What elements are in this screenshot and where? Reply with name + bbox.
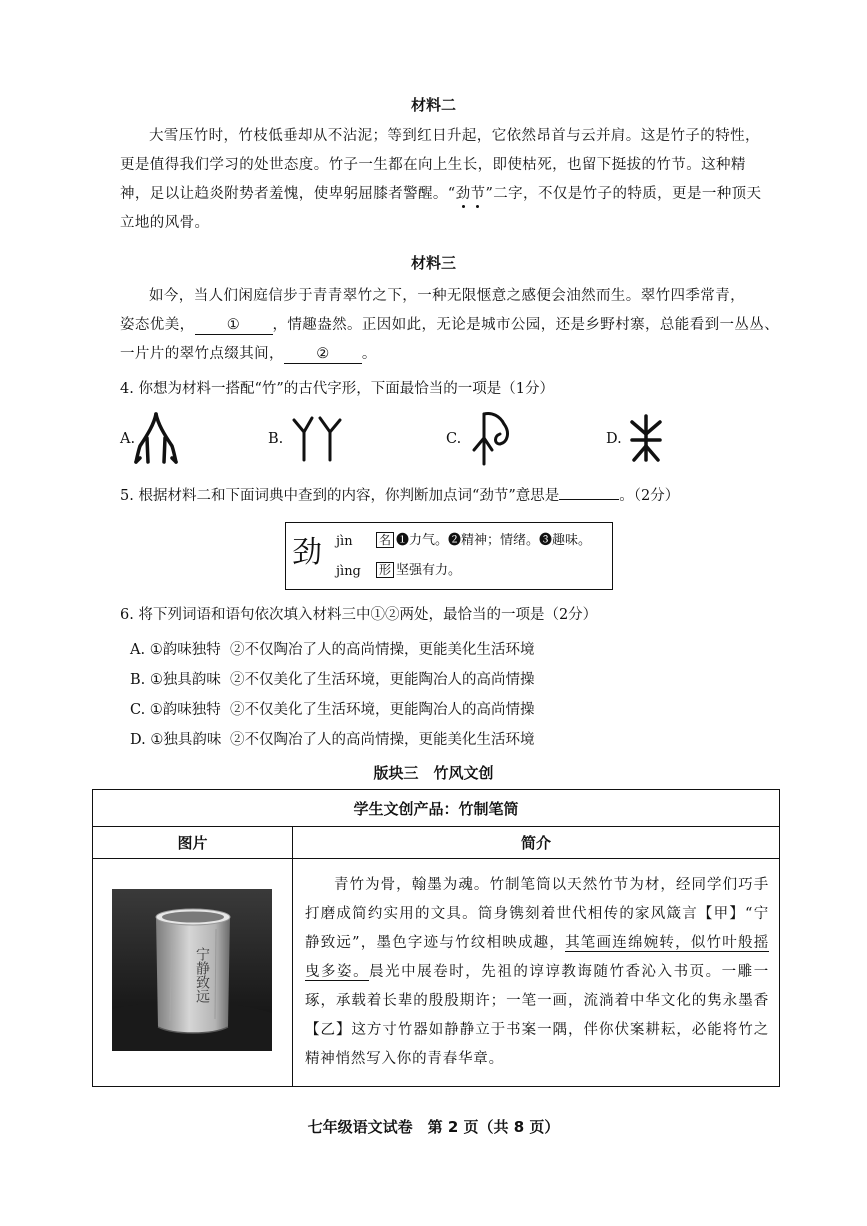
material2-line3: 神，足以让趋炎附势者羞愧，使卑躬屈膝者警醒。“劲节”二字，不仅是竹子的特质，更是一种顶天: [120, 186, 762, 202]
material2-text: [120, 122, 800, 238]
material3-text: [120, 282, 800, 369]
ancient-bamboo-glyph-a: [134, 410, 180, 468]
dictionary-pinyin-1: jìn: [336, 534, 353, 549]
question-6: 6. 将下列词语和语句依次填入材料三中①②两处，最恰当的一项是（2分）: [120, 607, 598, 623]
material2-line4: 立地的风骨。: [120, 215, 210, 231]
question-5: 5. 根据材料二和下面词典中查到的内容，你判断加点词“劲节”意思是 。（2分）: [120, 488, 680, 504]
dictionary-entry: [285, 522, 613, 590]
pos-tag-noun: 名: [376, 532, 394, 548]
ancient-bamboo-glyph-d: [626, 412, 666, 464]
bamboo-pen-holder-photo: [112, 889, 272, 1051]
dictionary-headword: 劲: [292, 535, 322, 570]
q6-option-a: A. ①韵味独特 ②不仅陶冶了人的高尚情操，更能美化生活环境: [130, 642, 535, 658]
q6-option-c: C. ①韵味独特 ②不仅美化了生活环境，更能陶冶人的高尚情操: [130, 702, 535, 718]
material2-line1: 大雪压竹时，竹枝低垂却从不沾泥；等到红日升起，它依然昂首与云并肩。这是竹子的特性，: [149, 128, 760, 144]
product-intro-cell: [293, 859, 780, 1087]
pen-holder-engraving: 宁静致远: [194, 947, 210, 1003]
product-intro-text: 青竹为骨，翰墨为魂。竹制笔筒以天然竹节为材，经同学们巧手打磨成简约实用的文具。筒身镌刻着世代相传的家风箴言【甲】“宁静致远”，墨色字迹与竹纹相映成趣，其笔画连绵婉转，似竹叶般摇曳多姿。晨光中展卷时，先祖的谆谆教诲随竹香沁入书页。一雕一琢，承载着长辈的殷殷期许；一笔一画，流淌着中华文化的隽永墨香【乙】这方寸竹器如静静立于书案一隅，伴你伏案耕耘，必能将竹之精神悄然写入你的青春华章。: [305, 877, 770, 1067]
pos-tag-adjective: 形: [376, 562, 394, 578]
material3-line2: 姿态优美， ① ，情趣盎然。正因如此，无论是城市公园，还是乡野村寨，总能看到一丛丛、: [120, 317, 780, 333]
material3-line1: 如今，当人们闲庭信步于青青翠竹之下，一种无限惬意之感便会油然而生。翠竹四季常青，: [149, 288, 745, 304]
dictionary-sense-2: 形 坚强有力。: [376, 562, 461, 580]
product-table-title: 学生文创产品：竹制笔筒: [93, 790, 780, 827]
column-header-image: 图片: [93, 827, 293, 859]
material3-title: 材料三: [410, 254, 456, 272]
ancient-bamboo-glyph-b: [290, 414, 344, 464]
page-footer: 七年级语文试卷 第 2 页（共 8 页）: [307, 1118, 560, 1136]
dictionary-sense-1: 名 ❶力气。❷精神；情绪。❸趣味。: [376, 532, 591, 550]
product-image-cell: [93, 859, 293, 1087]
blank-1: ①: [195, 316, 273, 335]
q4-option-d-label: D.: [606, 431, 622, 447]
q6-option-d: D. ①独具韵味 ②不仅陶冶了人的高尚情操，更能美化生活环境: [130, 732, 535, 748]
question-4: 4. 你想为材料一搭配“竹”的古代字形，下面最恰当的一项是（1分）: [120, 381, 554, 397]
q6-option-b: B. ①独具韵味 ②不仅美化了生活环境，更能陶冶人的高尚情操: [130, 672, 535, 688]
underlined-sentence: 其笔画连绵婉转，似竹叶般摇曳多姿。: [305, 935, 769, 980]
column-header-intro: 简介: [293, 827, 780, 859]
dictionary-pinyin-2: jìng: [336, 564, 361, 579]
material3-line3: 一片片的翠竹点缀其间， ② 。: [120, 346, 377, 362]
q5-answer-blank[interactable]: [559, 499, 619, 500]
product-table: [92, 789, 780, 1087]
dotted-char-jie: 节: [470, 186, 486, 202]
q4-option-a-label: A.: [120, 431, 136, 447]
q4-option-c-label: C.: [446, 431, 462, 447]
q6-options: [130, 635, 535, 755]
material2-line2: 更是值得我们学习的处世态度。竹子一生都在向上生长，即使枯死，也留下挺拔的竹节。这种精: [120, 157, 746, 173]
blank-2: ②: [284, 345, 362, 364]
section-3-title: 版块三 竹风文创: [373, 764, 494, 782]
dotted-char-jin: 劲: [455, 186, 471, 202]
q4-option-b-label: B.: [268, 431, 284, 447]
ancient-bamboo-glyph-c: [470, 408, 516, 468]
material2-title: 材料二: [410, 96, 456, 114]
